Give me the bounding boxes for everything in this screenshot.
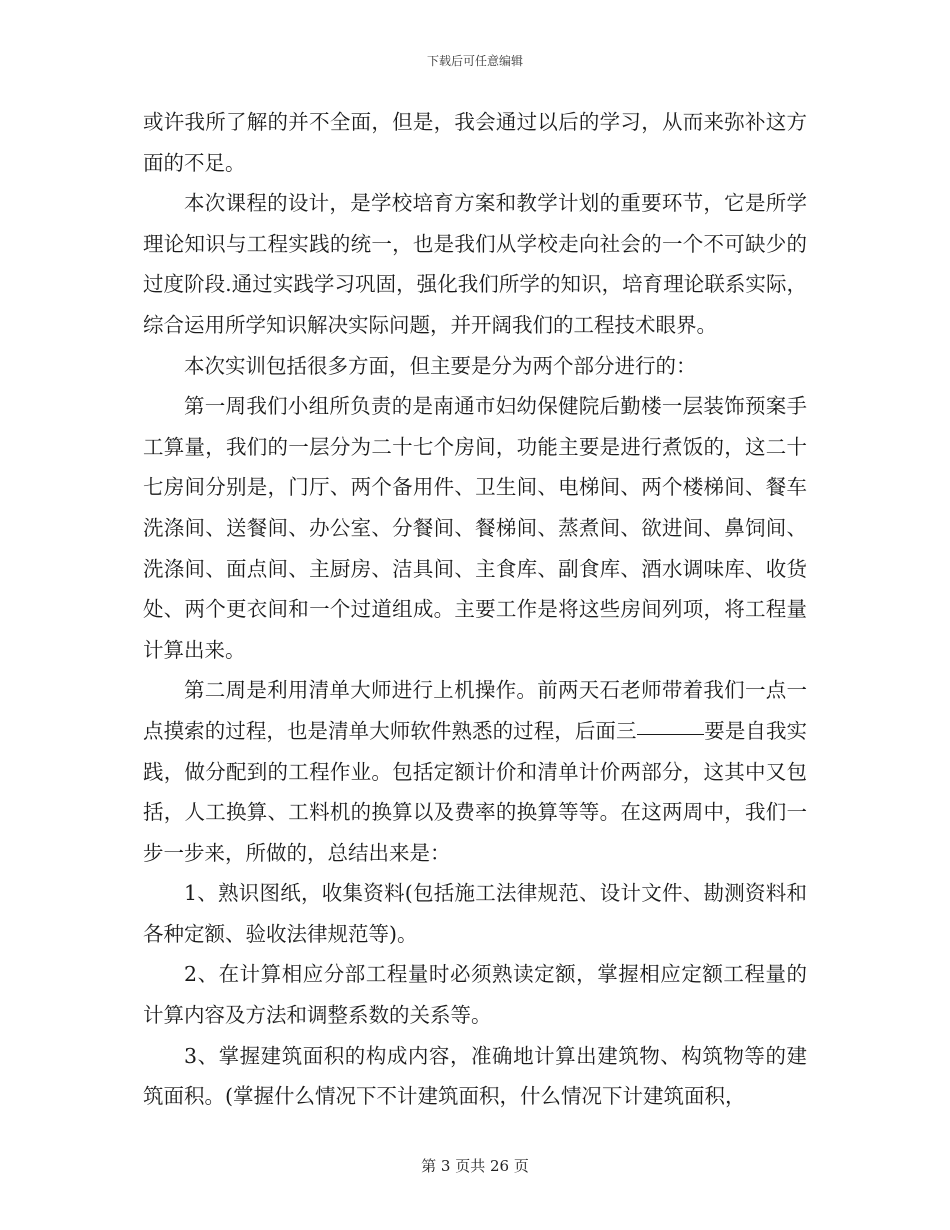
paragraph-week-one: 第一周我们小组所负责的是南通市妇幼保健院后勤楼一层装饰预案手工算量，我们的一层分为二十七个房间，功能主要是进行煮饭的，这二十七房间分别是，门厅、两个备用件、卫生间、电梯间、两个楼梯间、餐车洗涤间、送餐间、办公室、分餐间、餐梯间、蒸煮间、欲进间、鼻饲间、洗涤间、面点间、主厨房、洁具间、主食库、副食库、酒水调味库、收货处、两个更衣间和一个过道组成。主要工作是将这些房间列项，将工程量计算出来。 (143, 394, 807, 662)
list-item-1: 1、熟识图纸，收集资料(包括施工法律规范、设计文件、勘测资料和各种定额、验收法律规范等)。 (143, 881, 807, 946)
page-header: 下载后可任意编辑 (426, 54, 523, 68)
paragraph-week-two-part-1: 第二周是利用清单大师进行上机操作。前两天石老师带着我们一点一点摸索的过程，也是清单大师软件熟悉的过程，后面三 (143, 678, 807, 743)
paragraph-week-two-part-2: 要是自我实践，做分配到的工程作业。包括定额计价和清单计价两部分，这其中又包括，人工换算、工料机的换算以及费率的换算等等。在这两周中，我们一步一步来，所做的，总结出来是： (143, 718, 808, 865)
page-footer: 第 3 页共 26 页 (421, 1157, 529, 1175)
paragraph-week-two (143, 670, 807, 873)
list-item-2: 2、在计算相应分部工程量时必须熟读定额，掌握相应定额工程量的计算内容及方法和调整系数的关系等。 (143, 962, 807, 1028)
list-item-3: 3、掌握建筑面积的构成内容，准确地计算出建筑物、构筑物等的建筑面积。(掌握什么情况下不计建筑面积，什么情况下计建筑面积， (143, 1043, 807, 1109)
document-body (143, 102, 807, 1117)
paragraph-training-overview: 本次实训包括很多方面，但主要是分为两个部分进行的： (184, 353, 697, 378)
fill-in-blank (637, 714, 705, 736)
paragraph-course-design: 本次课程的设计，是学校培育方案和教学计划的重要环节，它是所学理论知识与工程实践的统一，也是我们从学校走向社会的一个不可缺少的过度阶段.通过实践学习巩固，强化我们所学的知识，培育理论联系实际，综合运用所学知识解决实际问题，并开阔我们的工程技术眼界。 (143, 191, 807, 337)
paragraph-continuation: 或许我所了解的并不全面，但是，我会通过以后的学习，从而来弥补这方面的不足。 (143, 110, 807, 175)
